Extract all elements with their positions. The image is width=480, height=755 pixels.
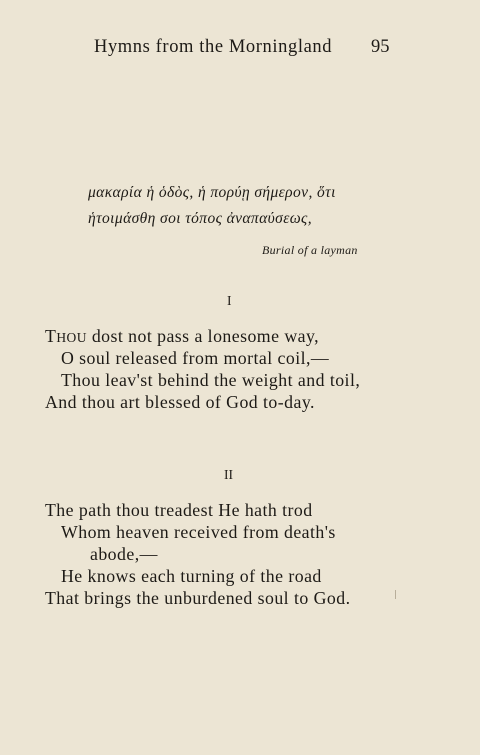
drop-initial: T xyxy=(45,326,57,346)
section-numeral: II xyxy=(224,467,233,482)
epigraph-line: ἡτοιμάσθη σοι τόπος ἀναπαύσεως, xyxy=(88,210,313,227)
verse-line xyxy=(45,326,319,347)
verse-line: And thou art blessed of God to-day. xyxy=(45,392,315,412)
verse-line: The path thou treadest He hath trod xyxy=(45,500,313,520)
verse-line: abode,— xyxy=(90,544,158,564)
margin-mark xyxy=(395,590,396,599)
verse-line: That brings the unburdened soul to God. xyxy=(45,588,351,608)
verse-line: Whom heaven received from death's xyxy=(61,522,336,542)
section-numeral: I xyxy=(227,293,232,308)
verse-line: Thou leav'st behind the weight and toil, xyxy=(61,370,361,390)
verse-text: dost not pass a lonesome way, xyxy=(86,326,320,346)
verse-line: O soul released from mortal coil,— xyxy=(61,348,330,368)
epigraph-line: μακαρία ἡ ὁδὸς, ἡ πορύῃ σήμερον, ὅτι xyxy=(88,184,336,201)
verse-line: He knows each turning of the road xyxy=(61,566,322,586)
page-number: 95 xyxy=(371,37,390,57)
running-head: Hymns from the Morningland xyxy=(94,37,333,57)
epigraph-attribution: Burial of a layman xyxy=(262,243,358,257)
small-caps: HOU xyxy=(56,330,87,345)
